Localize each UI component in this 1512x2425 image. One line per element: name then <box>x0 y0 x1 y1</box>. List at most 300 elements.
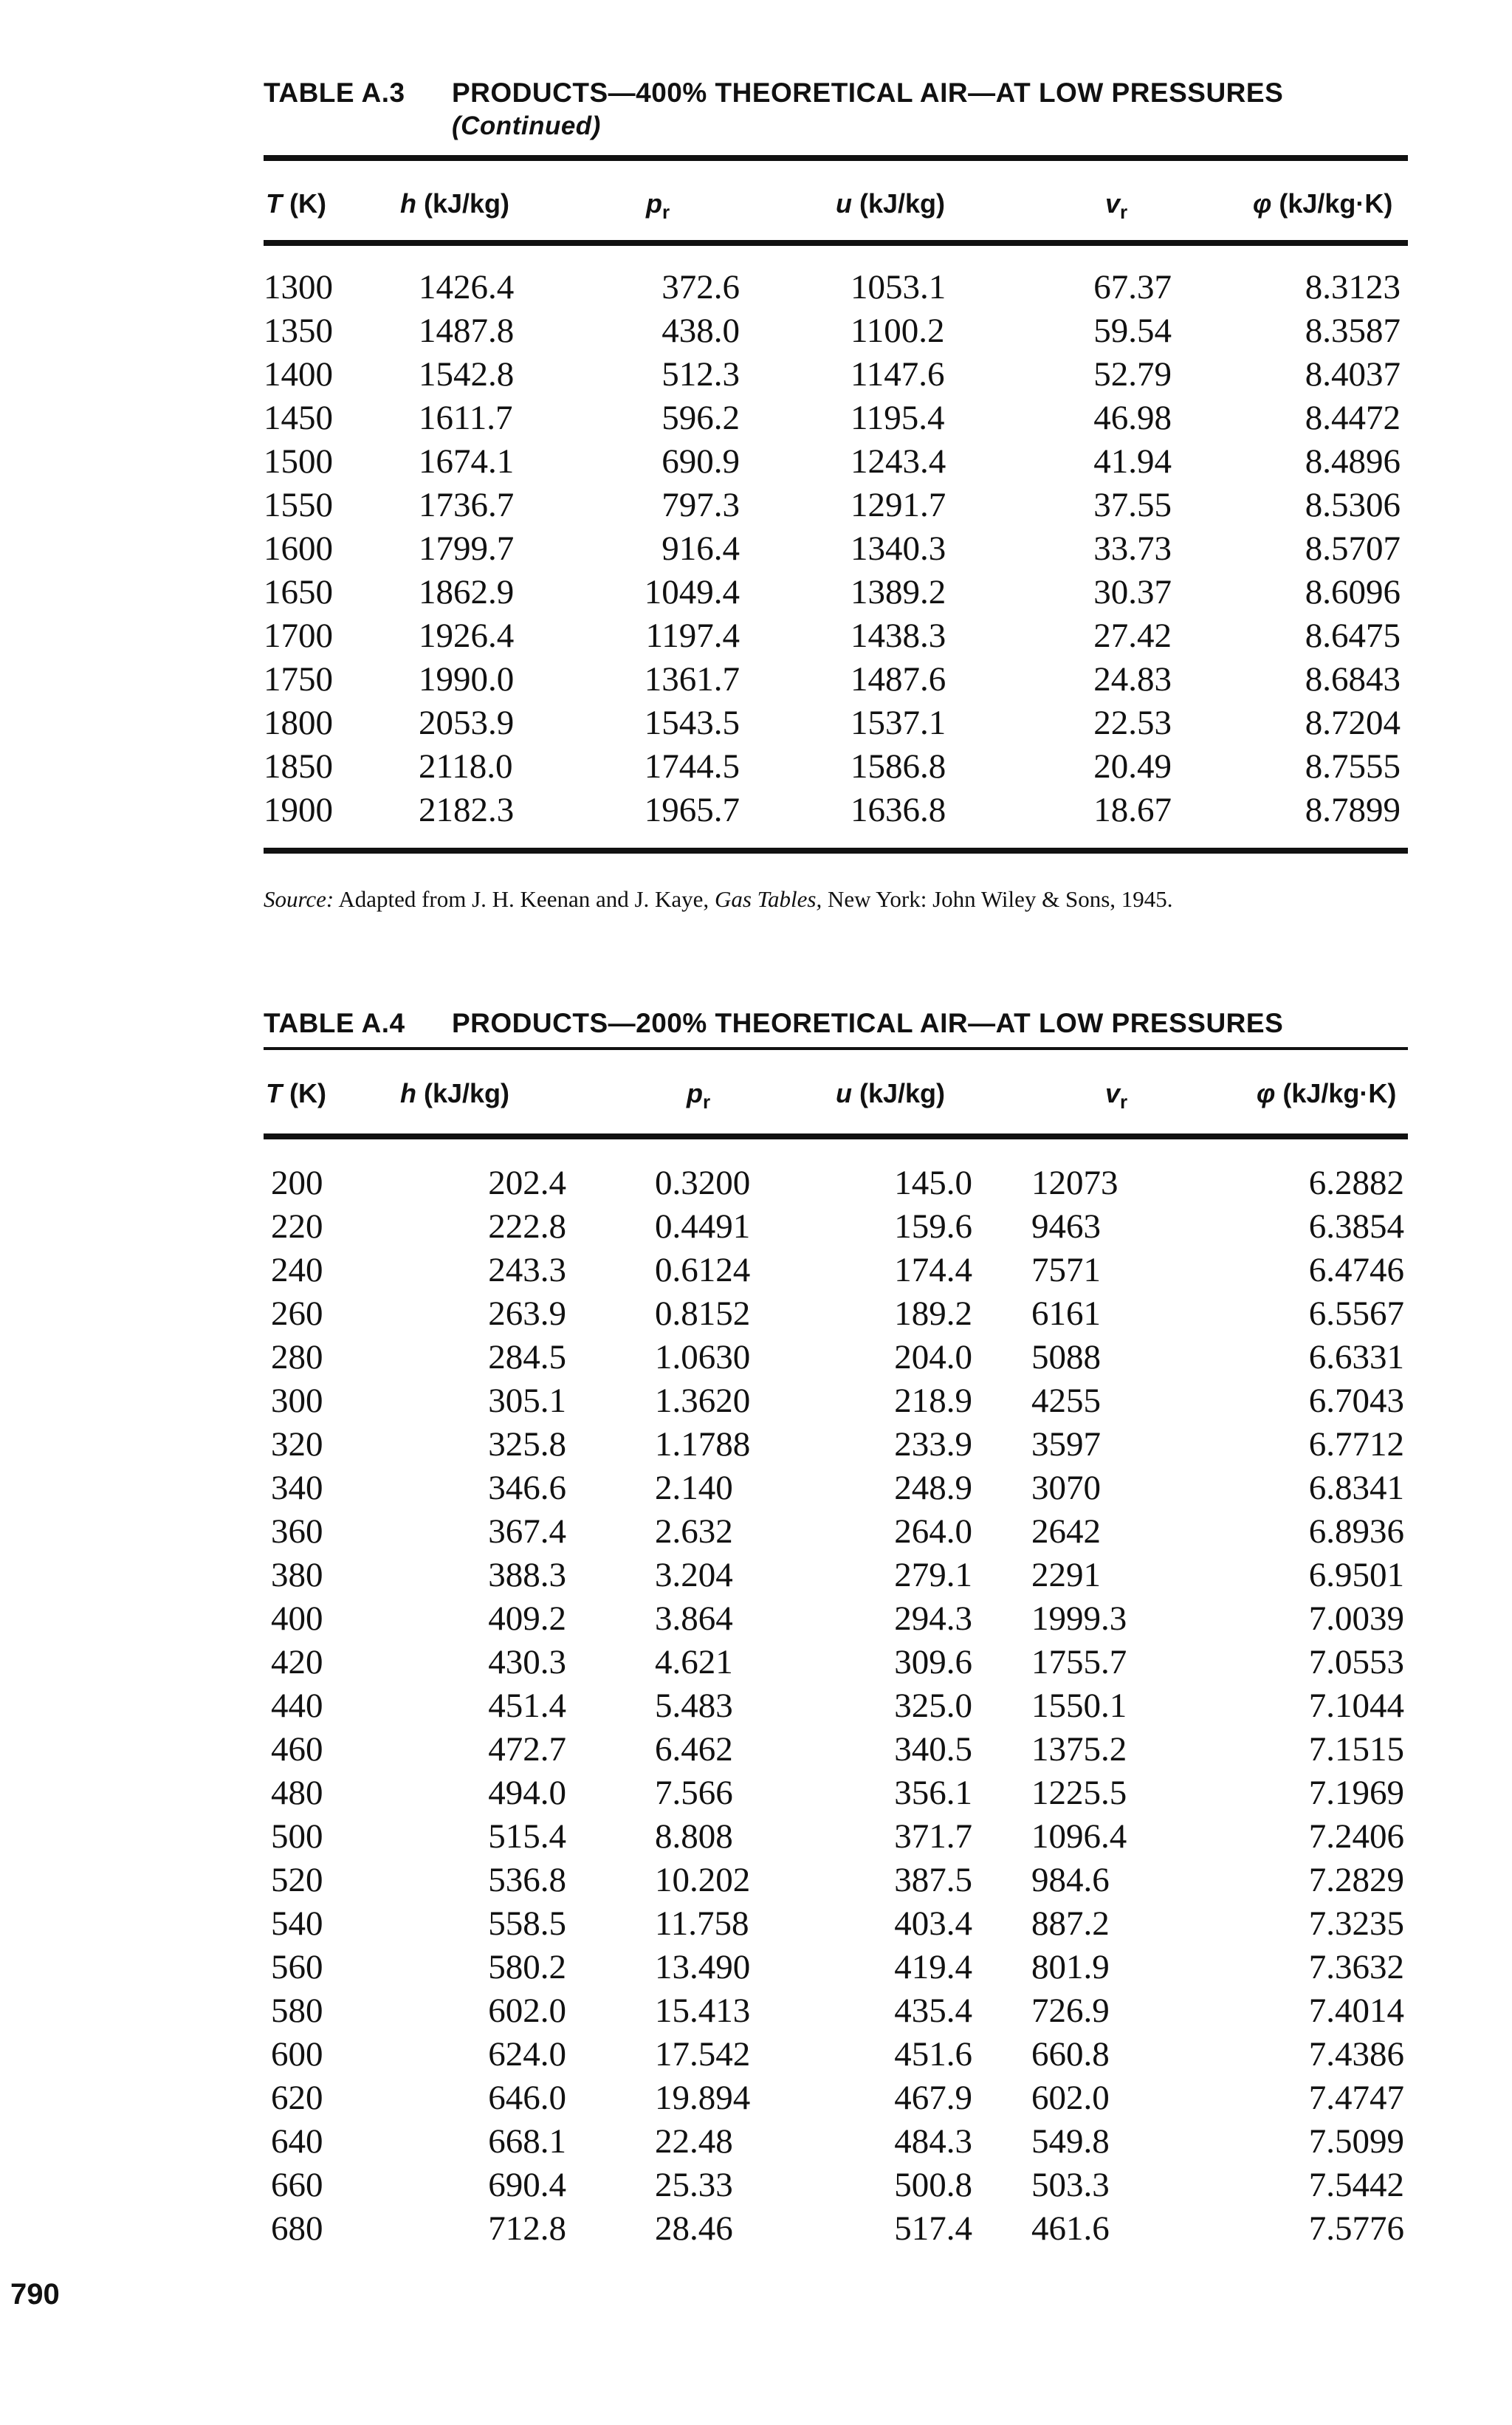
cell-vr: 22.53 <box>1093 704 1172 742</box>
table-row <box>264 745 1408 789</box>
cell-phi: 6.4746 <box>1308 1251 1404 1289</box>
table-row <box>264 702 1408 745</box>
cell-phi: 7.5776 <box>1308 2209 1404 2248</box>
table-row <box>264 1902 1408 1946</box>
cell-t: 1900 <box>264 791 333 829</box>
cell-t: 620 <box>271 2079 323 2117</box>
cell-u: 325.0 <box>894 1687 972 1725</box>
cell-pr: 1744.5 <box>644 747 740 786</box>
table-row <box>264 1771 1408 1815</box>
cell-t: 340 <box>271 1469 323 1507</box>
cell-t: 640 <box>271 2122 323 2161</box>
cell-pr: 1361.7 <box>644 660 740 699</box>
cell-phi: 6.8341 <box>1308 1469 1404 1507</box>
cell-vr: 18.67 <box>1093 791 1172 829</box>
cell-vr: 67.37 <box>1093 268 1172 306</box>
table-a4-header-row <box>264 1078 1408 1115</box>
cell-vr: 3070 <box>1031 1469 1101 1507</box>
cell-phi: 8.3123 <box>1305 268 1401 306</box>
cell-phi: 7.5442 <box>1308 2166 1404 2204</box>
table-a4-header-rule <box>264 1133 1408 1139</box>
cell-vr: 20.49 <box>1093 747 1172 786</box>
cell-vr: 24.83 <box>1093 660 1172 699</box>
cell-phi: 6.7043 <box>1308 1382 1404 1420</box>
cell-phi: 6.7712 <box>1308 1425 1404 1464</box>
table-row <box>264 1205 1408 1249</box>
cell-pr: 1965.7 <box>644 791 740 829</box>
cell-vr: 660.8 <box>1031 2035 1110 2074</box>
cell-pr: 438.0 <box>662 312 740 350</box>
cell-pr: 372.6 <box>662 268 740 306</box>
cell-vr: 2291 <box>1031 1556 1101 1594</box>
cell-phi: 7.1515 <box>1308 1730 1404 1769</box>
cell-t: 500 <box>271 1817 323 1856</box>
cell-phi: 6.8936 <box>1308 1512 1404 1551</box>
table-a3-header-u: u (kJ/kg) <box>836 188 946 219</box>
cell-pr: 690.9 <box>662 442 740 481</box>
table-a3-header-pr: $p_r$ <box>646 188 670 224</box>
table-a4-header-u: u (kJ/kg) <box>836 1078 946 1108</box>
cell-h: 1990.0 <box>419 660 515 699</box>
cell-t: 680 <box>271 2209 323 2248</box>
cell-t: 400 <box>271 1599 323 1638</box>
cell-h: 494.0 <box>488 1774 566 1812</box>
cell-u: 1636.8 <box>850 791 946 829</box>
table-row <box>264 1292 1408 1336</box>
cell-pr: 8.808 <box>655 1817 733 1856</box>
cell-vr: 46.98 <box>1093 399 1172 437</box>
cell-pr: 4.621 <box>655 1643 733 1681</box>
cell-vr: 726.9 <box>1031 1992 1110 2030</box>
cell-u: 1438.3 <box>850 617 946 655</box>
table-a3-header-rule <box>264 240 1408 246</box>
cell-pr: 19.894 <box>655 2079 751 2117</box>
cell-t: 1550 <box>264 486 333 524</box>
cell-pr: 3.204 <box>655 1556 733 1594</box>
cell-t: 280 <box>271 1338 323 1376</box>
cell-h: 1426.4 <box>419 268 515 306</box>
cell-vr: 1550.1 <box>1031 1687 1127 1725</box>
cell-pr: 25.33 <box>655 2166 733 2204</box>
table-a4-body <box>264 1162 1408 2251</box>
cell-t: 660 <box>271 2166 323 2204</box>
cell-h: 1926.4 <box>419 617 515 655</box>
cell-t: 580 <box>271 1992 323 2030</box>
table-a3-header-phi: φ (kJ/kg·K) <box>1253 188 1393 219</box>
cell-u: 248.9 <box>894 1469 972 1507</box>
cell-phi: 8.6843 <box>1305 660 1401 699</box>
cell-u: 204.0 <box>894 1338 972 1376</box>
table-a4-caption <box>264 1008 1283 1039</box>
cell-u: 451.6 <box>894 2035 972 2074</box>
table-a4-top-rule <box>264 1047 1408 1050</box>
cell-pr: 1.1788 <box>655 1425 751 1464</box>
table-row <box>264 1510 1408 1554</box>
table-row <box>264 1815 1408 1859</box>
cell-vr: 461.6 <box>1031 2209 1110 2248</box>
table-row <box>264 1728 1408 1771</box>
cell-pr: 28.46 <box>655 2209 733 2248</box>
cell-pr: 596.2 <box>662 399 740 437</box>
cell-phi: 7.3235 <box>1308 1904 1404 1943</box>
table-row <box>264 440 1408 484</box>
cell-t: 1800 <box>264 704 333 742</box>
cell-u: 1291.7 <box>850 486 946 524</box>
cell-h: 346.6 <box>488 1469 566 1507</box>
table-a3-top-rule <box>264 155 1408 161</box>
cell-vr: 1999.3 <box>1031 1599 1127 1638</box>
table-row <box>264 2164 1408 2207</box>
table-a3-header-t: T (K) <box>266 188 326 219</box>
cell-vr: 549.8 <box>1031 2122 1110 2161</box>
cell-t: 460 <box>271 1730 323 1769</box>
cell-u: 174.4 <box>894 1251 972 1289</box>
cell-t: 1400 <box>264 355 333 394</box>
cell-vr: 4255 <box>1031 1382 1101 1420</box>
cell-h: 451.4 <box>488 1687 566 1725</box>
cell-h: 1674.1 <box>419 442 515 481</box>
cell-phi: 7.2829 <box>1308 1861 1404 1899</box>
table-row <box>264 571 1408 614</box>
cell-u: 467.9 <box>894 2079 972 2117</box>
cell-u: 356.1 <box>894 1774 972 1812</box>
table-row <box>264 614 1408 658</box>
table-row <box>264 2076 1408 2120</box>
cell-pr: 15.413 <box>655 1992 751 2030</box>
table-row <box>264 353 1408 397</box>
cell-h: 2182.3 <box>419 791 515 829</box>
cell-u: 279.1 <box>894 1556 972 1594</box>
cell-phi: 6.3854 <box>1308 1207 1404 1246</box>
cell-h: 284.5 <box>488 1338 566 1376</box>
cell-pr: 1197.4 <box>645 617 740 655</box>
table-a3-subtitle: (Continued) <box>452 112 601 140</box>
cell-u: 1243.4 <box>850 442 946 481</box>
cell-phi: 7.4014 <box>1308 1992 1404 2030</box>
cell-phi: 8.4896 <box>1305 442 1401 481</box>
cell-t: 1650 <box>264 573 333 611</box>
cell-phi: 8.6096 <box>1305 573 1401 611</box>
cell-h: 2118.0 <box>419 747 513 786</box>
cell-t: 360 <box>271 1512 323 1551</box>
source-book-title: Gas Tables, <box>714 886 822 912</box>
table-a3-source-note <box>264 886 1173 913</box>
cell-vr: 801.9 <box>1031 1948 1110 1986</box>
cell-vr: 7571 <box>1031 1251 1101 1289</box>
cell-u: 1586.8 <box>850 747 946 786</box>
table-a4-title: PRODUCTS—200% THEORETICAL AIR—AT LOW PRESSURES <box>452 1008 1284 1038</box>
page-number: 790 <box>10 2278 60 2311</box>
cell-phi: 6.6331 <box>1308 1338 1404 1376</box>
cell-h: 430.3 <box>488 1643 566 1681</box>
cell-u: 1537.1 <box>850 704 946 742</box>
cell-h: 202.4 <box>488 1164 566 1202</box>
cell-pr: 7.566 <box>655 1774 733 1812</box>
cell-vr: 6161 <box>1031 1294 1101 1333</box>
cell-pr: 11.758 <box>655 1904 749 1943</box>
table-row <box>264 484 1408 527</box>
cell-vr: 503.3 <box>1031 2166 1110 2204</box>
cell-h: 243.3 <box>488 1251 566 1289</box>
cell-t: 1500 <box>264 442 333 481</box>
table-row <box>264 309 1408 353</box>
table-a3-header-row <box>264 188 1408 225</box>
cell-h: 602.0 <box>488 1992 566 2030</box>
cell-u: 1195.4 <box>850 399 945 437</box>
table-a3-body <box>264 266 1408 832</box>
table-a4-header-t: T (K) <box>266 1078 326 1108</box>
cell-pr: 10.202 <box>655 1861 751 1899</box>
cell-u: 517.4 <box>894 2209 972 2248</box>
table-a4-header-pr: $p_r$ <box>687 1078 711 1114</box>
cell-pr: 2.632 <box>655 1512 733 1551</box>
cell-t: 260 <box>271 1294 323 1333</box>
cell-vr: 5088 <box>1031 1338 1101 1376</box>
cell-pr: 3.864 <box>655 1599 733 1638</box>
cell-h: 558.5 <box>488 1904 566 1943</box>
cell-pr: 1.3620 <box>655 1382 751 1420</box>
cell-vr: 52.79 <box>1093 355 1172 394</box>
table-row <box>264 1467 1408 1510</box>
cell-vr: 41.94 <box>1093 442 1172 481</box>
table-row <box>264 1684 1408 1728</box>
cell-pr: 0.8152 <box>655 1294 751 1333</box>
table-row <box>264 527 1408 571</box>
table-row <box>264 1989 1408 2033</box>
cell-vr: 59.54 <box>1093 312 1172 350</box>
cell-vr: 37.55 <box>1093 486 1172 524</box>
cell-u: 218.9 <box>894 1382 972 1420</box>
cell-h: 305.1 <box>488 1382 566 1420</box>
cell-t: 420 <box>271 1643 323 1681</box>
cell-t: 1350 <box>264 312 333 350</box>
cell-t: 320 <box>271 1425 323 1464</box>
table-row <box>264 789 1408 832</box>
cell-h: 1862.9 <box>419 573 515 611</box>
cell-pr: 2.140 <box>655 1469 733 1507</box>
cell-vr: 1375.2 <box>1031 1730 1127 1769</box>
table-row <box>264 1597 1408 1641</box>
cell-pr: 0.4491 <box>655 1207 751 1246</box>
cell-phi: 7.1044 <box>1308 1687 1404 1725</box>
cell-h: 1487.8 <box>419 312 515 350</box>
cell-vr: 1755.7 <box>1031 1643 1127 1681</box>
cell-phi: 7.4747 <box>1308 2079 1404 2117</box>
table-row <box>264 397 1408 440</box>
cell-phi: 8.7899 <box>1305 791 1401 829</box>
cell-h: 1736.7 <box>419 486 515 524</box>
cell-h: 263.9 <box>488 1294 566 1333</box>
cell-u: 159.6 <box>894 1207 972 1246</box>
table-row <box>264 266 1408 309</box>
cell-phi: 8.5306 <box>1305 486 1401 524</box>
cell-u: 1053.1 <box>850 268 946 306</box>
table-a4-label: TABLE A.4 <box>264 1008 405 1038</box>
table-row <box>264 1336 1408 1379</box>
table-a3-label: TABLE A.3 <box>264 78 405 108</box>
cell-u: 294.3 <box>894 1599 972 1638</box>
cell-phi: 6.2882 <box>1308 1164 1404 1202</box>
cell-t: 1700 <box>264 617 333 655</box>
cell-t: 300 <box>271 1382 323 1420</box>
cell-t: 520 <box>271 1861 323 1899</box>
cell-phi: 7.0553 <box>1308 1643 1404 1681</box>
cell-pr: 797.3 <box>662 486 740 524</box>
cell-phi: 7.2406 <box>1308 1817 1404 1856</box>
cell-phi: 8.7555 <box>1305 747 1401 786</box>
cell-pr: 17.542 <box>655 2035 751 2074</box>
cell-phi: 7.3632 <box>1308 1948 1404 1986</box>
cell-pr: 6.462 <box>655 1730 733 1769</box>
cell-vr: 27.42 <box>1093 617 1172 655</box>
cell-u: 1100.2 <box>850 312 945 350</box>
table-a4-header-vr: $v_r$ <box>1105 1078 1128 1114</box>
cell-h: 712.8 <box>488 2209 566 2248</box>
cell-h: 2053.9 <box>419 704 515 742</box>
cell-phi: 6.5567 <box>1308 1294 1404 1333</box>
cell-phi: 7.4386 <box>1308 2035 1404 2074</box>
cell-h: 690.4 <box>488 2166 566 2204</box>
cell-t: 540 <box>271 1904 323 1943</box>
cell-h: 325.8 <box>488 1425 566 1464</box>
table-row <box>264 658 1408 702</box>
table-row <box>264 1249 1408 1292</box>
cell-phi: 8.4037 <box>1305 355 1401 394</box>
cell-h: 1611.7 <box>419 399 513 437</box>
cell-u: 309.6 <box>894 1643 972 1681</box>
cell-t: 1850 <box>264 747 333 786</box>
cell-u: 1340.3 <box>850 529 946 568</box>
cell-vr: 1096.4 <box>1031 1817 1127 1856</box>
table-a3-bottom-rule <box>264 848 1408 854</box>
table-row <box>264 2207 1408 2251</box>
cell-t: 480 <box>271 1774 323 1812</box>
cell-h: 472.7 <box>488 1730 566 1769</box>
cell-vr: 3597 <box>1031 1425 1101 1464</box>
table-a4-header-h: h (kJ/kg) <box>400 1078 510 1108</box>
cell-h: 388.3 <box>488 1556 566 1594</box>
cell-u: 1147.6 <box>850 355 945 394</box>
cell-h: 367.4 <box>488 1512 566 1551</box>
source-label: Source: <box>264 886 334 912</box>
cell-h: 646.0 <box>488 2079 566 2117</box>
table-a3-header-h: h (kJ/kg) <box>400 188 510 219</box>
cell-pr: 0.3200 <box>655 1164 751 1202</box>
cell-phi: 8.6475 <box>1305 617 1401 655</box>
cell-h: 1542.8 <box>419 355 515 394</box>
cell-h: 222.8 <box>488 1207 566 1246</box>
cell-t: 1450 <box>264 399 333 437</box>
cell-t: 1750 <box>264 660 333 699</box>
table-a3-header-vr: $v_r$ <box>1105 188 1128 224</box>
cell-t: 200 <box>271 1164 323 1202</box>
cell-u: 419.4 <box>894 1948 972 1986</box>
cell-h: 1799.7 <box>419 529 515 568</box>
table-row <box>264 1162 1408 1205</box>
cell-t: 440 <box>271 1687 323 1725</box>
cell-u: 1487.6 <box>850 660 946 699</box>
cell-u: 484.3 <box>894 2122 972 2161</box>
cell-vr: 30.37 <box>1093 573 1172 611</box>
cell-u: 233.9 <box>894 1425 972 1464</box>
cell-t: 560 <box>271 1948 323 1986</box>
cell-t: 240 <box>271 1251 323 1289</box>
cell-pr: 1049.4 <box>644 573 740 611</box>
table-row <box>264 1641 1408 1684</box>
cell-pr: 916.4 <box>662 529 740 568</box>
cell-t: 220 <box>271 1207 323 1246</box>
table-row <box>264 1859 1408 1902</box>
table-row <box>264 1554 1408 1597</box>
cell-vr: 984.6 <box>1031 1861 1110 1899</box>
cell-vr: 1225.5 <box>1031 1774 1127 1812</box>
cell-phi: 8.3587 <box>1305 312 1401 350</box>
cell-pr: 1.0630 <box>655 1338 751 1376</box>
cell-pr: 22.48 <box>655 2122 733 2161</box>
cell-h: 409.2 <box>488 1599 566 1638</box>
cell-vr: 602.0 <box>1031 2079 1110 2117</box>
cell-phi: 8.7204 <box>1305 704 1401 742</box>
cell-t: 1300 <box>264 268 333 306</box>
cell-u: 264.0 <box>894 1512 972 1551</box>
cell-phi: 7.5099 <box>1308 2122 1404 2161</box>
table-a4-header-phi: φ (kJ/kg·K) <box>1257 1078 1397 1108</box>
cell-pr: 0.6124 <box>655 1251 751 1289</box>
cell-u: 371.7 <box>894 1817 972 1856</box>
cell-h: 580.2 <box>488 1948 566 1986</box>
cell-h: 624.0 <box>488 2035 566 2074</box>
cell-phi: 7.1969 <box>1308 1774 1404 1812</box>
cell-u: 189.2 <box>894 1294 972 1333</box>
cell-phi: 8.4472 <box>1305 399 1401 437</box>
cell-u: 387.5 <box>894 1861 972 1899</box>
table-row <box>264 1379 1408 1423</box>
source-suffix: New York: John Wiley & Sons, 1945. <box>827 886 1173 912</box>
cell-pr: 13.490 <box>655 1948 751 1986</box>
cell-phi: 7.0039 <box>1308 1599 1404 1638</box>
table-a3-caption <box>264 78 1283 141</box>
cell-phi: 6.9501 <box>1308 1556 1404 1594</box>
cell-h: 668.1 <box>488 2122 566 2161</box>
table-row <box>264 1423 1408 1467</box>
cell-h: 515.4 <box>488 1817 566 1856</box>
cell-u: 340.5 <box>894 1730 972 1769</box>
cell-t: 380 <box>271 1556 323 1594</box>
cell-u: 435.4 <box>894 1992 972 2030</box>
cell-h: 536.8 <box>488 1861 566 1899</box>
cell-pr: 512.3 <box>662 355 740 394</box>
table-a3-title: PRODUCTS—400% THEORETICAL AIR—AT LOW PRESSURES <box>452 78 1284 108</box>
cell-u: 500.8 <box>894 2166 972 2204</box>
cell-u: 145.0 <box>894 1164 972 1202</box>
cell-pr: 5.483 <box>655 1687 733 1725</box>
cell-phi: 8.5707 <box>1305 529 1401 568</box>
cell-u: 1389.2 <box>850 573 946 611</box>
table-row <box>264 2120 1408 2164</box>
table-row <box>264 2033 1408 2076</box>
cell-vr: 12073 <box>1031 1164 1118 1202</box>
cell-u: 403.4 <box>894 1904 972 1943</box>
cell-vr: 887.2 <box>1031 1904 1110 1943</box>
cell-vr: 33.73 <box>1093 529 1172 568</box>
table-row <box>264 1946 1408 1989</box>
cell-pr: 1543.5 <box>644 704 740 742</box>
cell-vr: 2642 <box>1031 1512 1101 1551</box>
cell-t: 1600 <box>264 529 333 568</box>
cell-t: 600 <box>271 2035 323 2074</box>
source-prefix: Adapted from J. H. Keenan and J. Kaye, <box>338 886 709 912</box>
cell-vr: 9463 <box>1031 1207 1101 1246</box>
